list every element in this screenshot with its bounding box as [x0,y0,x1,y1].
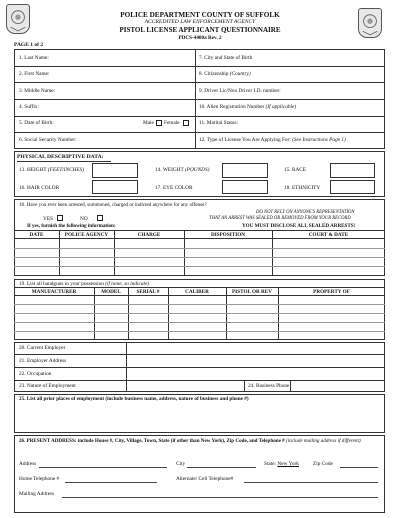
arrest-disclose-text: YOU MUST DISCLOSE ALL SEALED ARRESTS! [242,223,356,229]
handgun-col-property: PROPERTY OF [313,289,350,295]
form-number: PDCS-4400a Rev. 2 [178,35,222,41]
driver-license-field[interactable]: 9. Driver Lic/Non Driver I.D. number: [199,88,281,94]
last-name-field[interactable]: 1. Last Name: [19,55,49,61]
hair-color-input[interactable] [92,180,138,194]
prior-employment-question: 25. List all prior places of employment (include business name, address, nature of business and phone #) [19,396,249,402]
arrest-notice-1: DO NOT RELY ON ANYONE'S REPRESENTATION [256,210,355,215]
marital-status-field[interactable]: 11. Marital Status: [199,120,239,126]
height-label: 13. HEIGHT (FEET/INCHES) [19,167,85,173]
weight-label: 14. WEIGHT (POUNDS) [155,167,210,173]
page-number: PAGE 1 of 2 [14,42,44,48]
form-title: PISTOL LICENSE APPLICANT QUESTIONNAIRE [119,26,281,34]
address-label: Address [19,461,37,467]
height-input[interactable] [92,163,138,178]
arrest-notice-2: THAT AN ARREST WAS SEALED OR REMOVED FROM YOUR RECORD [209,216,351,221]
handgun-question: 19. List all handguns in your possession (if none, so indicate) [19,281,150,287]
zip-label: Zip Code [313,461,333,467]
eye-color-label: 17. EYE COLOR [155,185,193,191]
race-input[interactable] [330,163,375,178]
ethnicity-input[interactable] [330,180,375,194]
city-label: City [176,461,186,467]
address-line[interactable] [39,467,167,468]
first-name-field[interactable]: 2. First Name: [19,71,50,77]
female-checkbox[interactable] [183,120,189,126]
state-label: State: New York [264,461,299,467]
physical-data-heading: PHYSICAL DESCRIPTIVE DATA: [17,154,104,160]
home-phone-label: Home Telephone # [19,476,60,482]
city-state-birth-field[interactable]: 7. City and State of Birth [199,55,253,61]
citizenship-field[interactable]: 8. Citizenship (Country) [199,71,251,77]
eye-color-input[interactable] [222,180,268,194]
license-type-field[interactable]: 12. Type of License You Are Applying For: (See Instructions Page 1) [199,137,346,143]
middle-name-field[interactable]: 3. Middle Name: [19,88,56,94]
arrest-furnish-text: If yes, furnish the following information: [27,223,116,229]
handgun-col-type: PISTOL OR REV [232,289,272,295]
date-of-birth-field[interactable]: 5. Date of Birth: [19,120,54,126]
city-line[interactable] [187,467,256,468]
male-checkbox[interactable] [156,120,162,126]
hair-color-label: 16. HAIR COLOR [19,185,60,191]
arrest-col-charge: CHARGE [137,232,161,238]
present-address-box [14,435,385,513]
arrest-col-disposition: DISPOSITION [210,232,246,238]
home-phone-line[interactable] [65,482,157,483]
arrest-col-date: DATE [29,232,44,238]
employer-address-field[interactable]: 21. Employer Address [19,358,67,364]
ethnicity-label: 18. ETHNICITY [284,185,321,191]
zip-line[interactable] [340,467,378,468]
occupation-field[interactable]: 22. Occupation [19,371,52,377]
handgun-col-caliber: CALIBER [185,289,209,295]
alien-registration-field[interactable]: 10. Alien Registration Number (If applicable) [199,104,297,110]
arrest-yes-checkbox[interactable] [57,215,63,221]
agency-subtitle: ACCREDITED LAW ENFORCEMENT AGENCY [144,19,256,25]
arrest-question: 18. Have you ever been arrested, summoned, charged or indicted anywhere for any offense? [19,202,207,208]
suffix-field[interactable]: 4. Suffix: [19,104,39,110]
handgun-col-model: MODEL [101,289,121,295]
handgun-col-manufacturer: MANUFACTURER [31,289,77,295]
current-employer-field[interactable]: 20. Current Employer [19,345,66,351]
arrest-yes-label: YES [43,216,54,222]
mailing-address-line[interactable] [62,497,378,498]
nature-of-employment-field[interactable]: 23. Nature of Employment [19,383,76,389]
female-label: Female [164,120,180,126]
department-title: POLICE DEPARTMENT COUNTY OF SUFFOLK [120,11,280,19]
arrest-col-court-date: COURT & DATE [308,232,349,238]
cell-phone-label: Alternate/ Cell Telephone# [176,476,234,482]
arrest-no-label: NO [80,216,88,222]
race-label: 15. RACE [284,167,307,173]
male-label: Male [143,120,154,126]
weight-input[interactable] [222,163,268,178]
business-phone-field[interactable]: 24. Business Phone [248,383,290,389]
present-address-question: 26. PRESENT ADDRESS: include House #, City, Village, Town, State (if other than New York), Zip Code, and Telephone # (include mailing address if different). [19,438,362,444]
cell-phone-line[interactable] [244,482,378,483]
ssn-field[interactable]: 6. Social Security Number: [19,137,77,143]
arrest-col-agency: POLICE AGENCY [64,232,109,238]
mailing-address-label: Mailing Address [19,491,55,497]
arrest-no-checkbox[interactable] [97,215,103,221]
handgun-col-serial: SERIAL # [136,289,160,295]
